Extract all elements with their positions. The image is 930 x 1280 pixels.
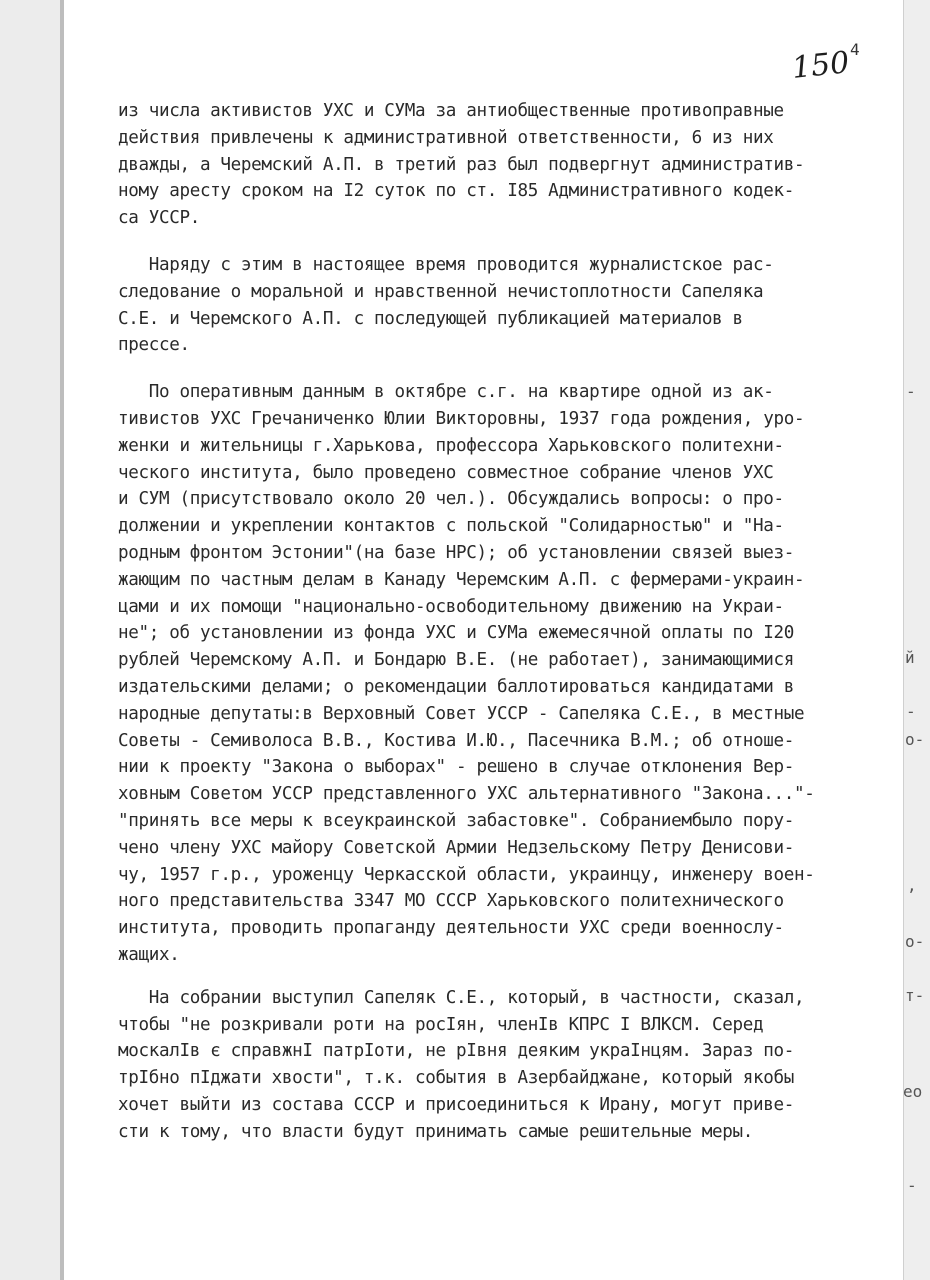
text-line: чено члену УХС майору Советской Армии Недзельскому Петру Денисови- [118, 837, 794, 858]
text-line: "принять все меры к всеукраинской забастовке". Собраниембыло пору- [118, 810, 794, 831]
text-line: ческого института, было проведено совместное собрание членов УХС [118, 462, 774, 483]
text-line: ховным Советом УССР представленного УХС альтернативного "Закона..."- [118, 784, 815, 805]
text-line: не"; об установлении из фонда УХС и СУМа ежемесячной оплаты по I20 [118, 623, 794, 644]
margin-mark: - [907, 1176, 917, 1195]
text-line: действия привлечены к административной ответственности, 6 из них [118, 127, 774, 148]
text-line: трIбно пIджати хвости", т.к. события в Азербайджане, который якобы [118, 1068, 794, 1089]
text-line: прессе. [118, 335, 190, 356]
text-line: москалIв є справжнI патрIоти, не рIвня деяким украIнцям. Зараз по- [118, 1041, 794, 1062]
text-line: народные депутаты:в Верховный Совет УССР - Сапеляка С.Е., в местные [118, 703, 805, 724]
text-line: жащих. [118, 944, 180, 965]
text-line: хочет выйти из состава СССР и присоединиться к Ирану, могут приве- [118, 1094, 794, 1115]
text-line: са УССР. [118, 208, 200, 229]
text-line: Советы - Семиволоса В.В., Костива И.Ю., Пасечника В.М.; об отноше- [118, 730, 794, 751]
text-line: следование о моральной и нравственной нечистоплотности Сапеляка [118, 281, 764, 302]
text-line: На собрании выступил Сапеляк С.Е., который, в частности, сказал, [118, 987, 805, 1008]
adjacent-page-edge [903, 0, 930, 1280]
margin-mark: - [906, 702, 916, 721]
binding-margin [0, 0, 64, 1280]
margin-mark: ео [903, 1082, 923, 1101]
text-line: ному аресту сроком на I2 суток по ст. I85 Административного кодек- [118, 181, 794, 202]
paragraph [118, 252, 892, 359]
text-line: рублей Черемскому А.П. и Бондарю В.Е. (не работает), занимающимися [118, 650, 794, 671]
text-line: сти к тому, что власти будут принимать самые решительные меры. [118, 1121, 754, 1142]
text-line: издательскими делами; о рекомендации баллотироваться кандидатами в [118, 676, 794, 697]
text-line: чу, 1957 г.р., уроженцу Черкасской области, украинцу, инженеру воен- [118, 864, 815, 885]
margin-mark: , [907, 876, 917, 895]
margin-mark: о- [905, 730, 925, 749]
paragraph [118, 98, 892, 232]
document-body [118, 98, 892, 1145]
text-line: ного представительства 3347 МО СССР Харьковского политехнического [118, 891, 784, 912]
text-line: цами и их помощи "национально-освободительному движению на Украи- [118, 596, 784, 617]
margin-mark: т- [905, 986, 925, 1005]
text-line: и СУМ (присутствовало около 20 чел.). Обсуждались вопросы: о про- [118, 489, 784, 510]
text-line: женки и жительницы г.Харькова, профессора Харьковского политехни- [118, 435, 784, 456]
margin-mark: о- [905, 932, 925, 951]
text-line: из числа активистов УХС и СУМа за антиобщественные противоправные [118, 101, 784, 121]
margin-mark: й [905, 648, 915, 667]
text-line: нии к проекту "Закона о выборах" - решено в случае отклонения Вер- [118, 757, 794, 778]
paragraph [118, 379, 892, 969]
paragraph [118, 985, 892, 1146]
margin-mark: - [906, 382, 916, 401]
text-line: По оперативным данным в октябре с.г. на квартире одной из ак- [118, 382, 774, 403]
text-line: жающим по частным делам в Канаду Черемским А.П. с фермерами-украин- [118, 569, 805, 590]
text-line: должении и укреплении контактов с польской "Солидарностью" и "На- [118, 516, 784, 537]
text-line: института, проводить пропаганду деятельности УХС среди военнослу- [118, 918, 784, 939]
page-number: 4 [850, 40, 860, 59]
text-line: дважды, а Черемский А.П. в третий раз был подвергнут административ- [118, 154, 805, 175]
text-line: чтобы "не розкривали роти на росIян, членIв КПРС I ВЛКСМ. Серед [118, 1014, 764, 1035]
text-line: родным фронтом Эстонии"(на базе НРС); об установлении связей выез- [118, 542, 794, 563]
text-line: Наряду с этим в настоящее время проводится журналистское рас- [118, 254, 774, 275]
archive-sheet-number: 150 [790, 45, 851, 86]
text-line: тивистов УХС Гречаниченко Юлии Викторовны, 1937 года рождения, уро- [118, 408, 805, 429]
text-line: С.Е. и Черемского А.П. с последующей публикацией материалов в [118, 308, 743, 329]
